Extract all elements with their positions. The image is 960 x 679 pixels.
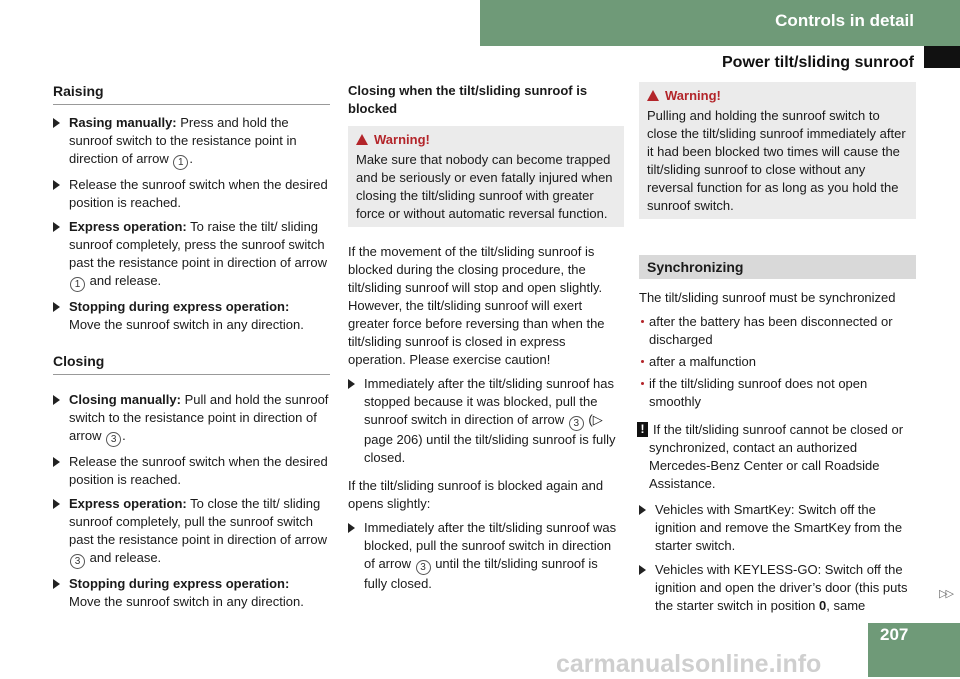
column-1 xyxy=(53,82,330,617)
watermark: carmanualsonline.info xyxy=(556,650,822,678)
warning-icon xyxy=(647,90,659,101)
step-arrow-icon xyxy=(53,222,60,232)
bullet-text: if the tilt/sliding sunroof does not open smoothly xyxy=(649,376,868,409)
bullet-text: after the battery has been disconnected or discharged xyxy=(649,314,893,347)
step-text: To close the tilt/ sliding sunroof completely, pull the sunroof switch past the resistance point in direction of arrow xyxy=(69,496,327,547)
closing-steps xyxy=(53,384,330,611)
paragraph: If the tilt/sliding sunroof is blocked again and opens slightly: xyxy=(348,478,604,511)
step-text-end: (▷ page 206) until the tilt/sliding sunroof is fully closed. xyxy=(364,412,616,465)
paragraph: If the movement of the tilt/sliding sunroof is blocked during the closing procedure, the tilt/sliding sunroof will stop and open slightly. However, the tilt/sliding sunroof will exert greater force before reversing than when the tilt/sliding sunroof is closed in express operation. Please exercise caution! xyxy=(348,244,605,367)
step-text-end: . xyxy=(122,428,126,443)
list-item xyxy=(639,375,916,411)
arrow-number-icon: 3 xyxy=(569,416,584,431)
note-text: If the tilt/sliding sunroof cannot be closed or synchronized, contact an authorized Mercedes-Benz Center or call Roadside Assistance. xyxy=(649,422,904,491)
step-bold: Stopping during express operation: xyxy=(69,299,290,314)
header-tab xyxy=(924,46,960,68)
step-item xyxy=(53,218,330,292)
step-text: Release the sunroof switch when the desired position is reached. xyxy=(69,177,328,210)
step-bold: Closing manually: xyxy=(69,392,181,407)
step-text: Pull and hold the sunroof switch to the resistance point in direction of arrow xyxy=(69,392,329,443)
step-arrow-icon xyxy=(53,499,60,509)
step-text-end: and release. xyxy=(86,273,162,288)
step-item xyxy=(53,298,330,334)
blocked-heading: Closing when the tilt/sliding sunroof is blocked xyxy=(348,83,588,116)
step-arrow-icon xyxy=(53,302,60,312)
step-item xyxy=(348,375,624,467)
step-arrow-icon xyxy=(348,379,355,389)
raising-heading: Raising xyxy=(53,82,330,105)
step-arrow-icon xyxy=(53,180,60,190)
step-text: Release the sunroof switch when the desired position is reached. xyxy=(69,454,328,487)
continue-icon: ▷▷ xyxy=(939,588,952,600)
step-arrow-icon xyxy=(639,505,646,515)
warning-title xyxy=(647,87,908,105)
arrow-number-icon: 3 xyxy=(416,560,431,575)
page-number: 207 xyxy=(880,625,909,644)
arrow-number-icon: 1 xyxy=(173,155,188,170)
raising-steps xyxy=(53,114,330,334)
arrow-number-icon: 3 xyxy=(70,554,85,569)
step-arrow-icon xyxy=(53,118,60,128)
step-text-end: until the tilt/sliding sunroof is fully closed. xyxy=(364,556,598,591)
step-text: Immediately after the tilt/sliding sunroof was blocked, pull the sunroof switch in direction of arrow xyxy=(364,520,617,571)
list-item xyxy=(639,313,916,349)
step-arrow-icon xyxy=(53,579,60,589)
bullet-icon xyxy=(641,360,644,363)
warning-title-text: Warning! xyxy=(374,132,430,147)
step-text-end: and release. xyxy=(86,550,162,565)
synchronizing-heading: Synchronizing xyxy=(639,255,916,279)
step-item xyxy=(53,495,330,569)
column-3 xyxy=(639,82,916,621)
step-item xyxy=(53,114,330,170)
step-text-end: . xyxy=(189,151,193,166)
note xyxy=(639,421,916,493)
step-arrow-icon xyxy=(53,395,60,405)
warning-title-text: Warning! xyxy=(665,88,721,103)
warning-text: Make sure that nobody can become trapped and be seriously or even fatally injured when closing the tilt/sliding sunroof with greater force or without automatic reversal function. xyxy=(356,152,613,221)
step-bold: Express operation: xyxy=(69,496,187,511)
step-bold: Express operation: xyxy=(69,219,187,234)
step-item xyxy=(348,519,624,593)
step-arrow-icon xyxy=(639,565,646,575)
step-text: Immediately after the tilt/sliding sunroof has stopped because it was blocked, pull the sunroof switch in direction of arrow xyxy=(364,376,615,427)
step-item xyxy=(639,561,916,615)
step-arrow-icon xyxy=(348,523,355,533)
step-bold: Stopping during express operation: xyxy=(69,576,290,591)
warning-box xyxy=(639,82,916,219)
warning-text: Pulling and holding the sunroof switch to close the tilt/sliding sunroof immediately after it had been blocked two times will cause the tilt/sliding sunroof to close without any reversal function for as long as you hold the sunroof switch. xyxy=(647,108,906,213)
arrow-number-icon: 3 xyxy=(106,432,121,447)
page-number-box xyxy=(868,623,960,677)
step-text-end: , same xyxy=(826,598,866,613)
step-text: Vehicles with SmartKey: Switch off the ignition and remove the SmartKey from the starter switch. xyxy=(655,502,903,553)
warning-icon xyxy=(356,134,368,145)
list-item xyxy=(639,353,916,371)
step-text: Vehicles with KEYLESS-GO: Switch off the ignition and open the driver’s door (this puts the starter switch in position xyxy=(655,562,908,613)
step-item xyxy=(639,501,916,555)
section-title: Controls in detail xyxy=(775,11,914,30)
bullet-text: after a malfunction xyxy=(649,354,756,369)
warning-box xyxy=(348,126,624,227)
step-text: To raise the tilt/ sliding sunroof completely, press the sunroof switch past the resistance point in direction of arrow xyxy=(69,219,327,270)
step-item xyxy=(53,575,330,611)
exclamation-icon: ! xyxy=(637,422,648,437)
subsection-title: Power tilt/sliding sunroof xyxy=(722,54,914,71)
step-text: Press and hold the sunroof switch to the resistance point in direction of arrow xyxy=(69,115,297,166)
sync-intro: The tilt/sliding sunroof must be synchronized xyxy=(639,290,896,305)
step-text: Move the sunroof switch in any direction. xyxy=(69,594,304,609)
step-bold: Rasing manually: xyxy=(69,115,177,130)
bullet-icon xyxy=(641,320,644,323)
step-bold: 0 xyxy=(819,598,827,613)
step-item xyxy=(53,176,330,212)
step-arrow-icon xyxy=(53,457,60,467)
header-band xyxy=(480,0,960,46)
warning-title xyxy=(356,131,616,149)
step-item xyxy=(53,453,330,489)
closing-heading: Closing xyxy=(53,352,330,375)
column-2 xyxy=(348,82,624,599)
step-item xyxy=(53,391,330,447)
arrow-number-icon: 1 xyxy=(70,277,85,292)
step-text: Move the sunroof switch in any direction. xyxy=(69,317,304,332)
bullet-icon xyxy=(641,382,644,385)
